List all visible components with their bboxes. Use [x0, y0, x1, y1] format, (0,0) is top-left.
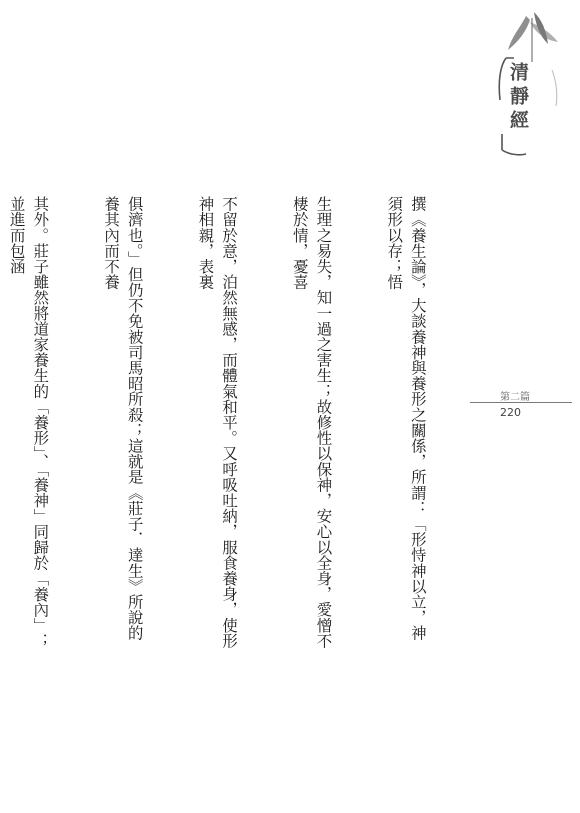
series-title: 清靜經: [507, 62, 529, 134]
ink-bamboo-leaves-icon: [496, 10, 562, 160]
text-column: 不留於意，泊然無感，而體氣和平。又呼吸吐納，服食養身，使形神相親，表裏: [196, 196, 239, 649]
vertical-body-text: [7, 196, 476, 656]
running-head-rule: [470, 402, 572, 403]
series-emblem: [496, 10, 562, 160]
page-number: 220: [500, 406, 521, 419]
text-column: 撰《養生論》，大談養神與養形之關係，所謂：「形恃神以立，神須形以存；悟: [385, 196, 427, 641]
text-column: 其外。莊子雖然將道家養生的「養形」、「養神」同歸於「養內」；並進而包涵: [7, 196, 50, 649]
chapter-label: 第二篇: [500, 392, 530, 403]
text-column: 生理之易失，知一過之害生；故修性以保神，安心以全身，愛憎不棲於情，憂喜: [290, 196, 333, 649]
text-column: 俱濟也。」但仍不免被司馬昭所殺；這就是《莊子．達生》所說的養其內而不養: [102, 196, 144, 641]
